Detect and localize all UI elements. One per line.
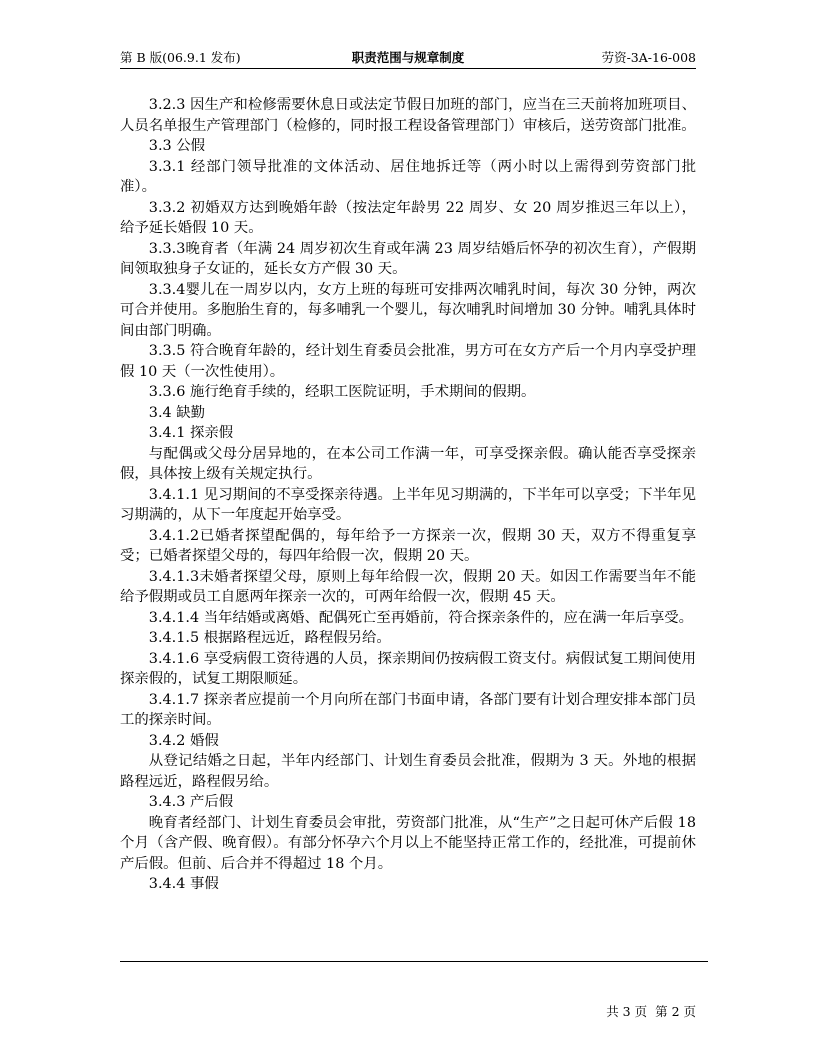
clause-3-4-1-intro: 与配偶或父母分居异地的，在本公司工作满一年，可享受探亲假。确认能否享受探亲假，具体按上级有关规定执行。	[120, 445, 696, 482]
clause-3-4-1-4: 3.4.1.4 当年结婚或离婚、配偶死亡至再婚前，符合探亲条件的，应在满一年后享受。	[148, 609, 694, 626]
header-title: 职责范围与规章制度	[351, 50, 465, 65]
clause-3-3-3: 3.3.3晚育者（年满 24 周岁初次生育或年满 23 周岁结婚后怀孕的初次生育），产假期间领取独身子女证的，延长女方产假 30 天。	[120, 240, 696, 277]
clause-3-3-5: 3.3.5 符合晚育年龄的，经计划生育委员会批准，男方可在女方产后一个月内享受护理假 10 天（一次性使用）。	[120, 343, 696, 380]
clause-heading-3-4-3: 3.4.3 产后假	[148, 794, 234, 810]
clause-3-3-6: 3.3.6 施行绝育手续的，经职工医院证明，手术期间的假期。	[148, 384, 536, 400]
page-header	[120, 48, 696, 69]
clause-3-4-2-body: 从登记结婚之日起，半年内经部门、计划生育委员会批准，假期为 3 天。外地的根据路程远近，路程假另给。	[120, 753, 696, 790]
page-footer	[606, 1004, 696, 1020]
clause-3-4-1-7: 3.4.1.7 探亲者应提前一个月向所在部门书面申请，各部门要有计划合理安排本部门员工的探亲时间。	[120, 691, 696, 728]
clause-3-4-1-1: 3.4.1.1 见习期间的不享受探亲待遇。上半年见习期满的，下半年可以享受；下半年见习期满的，从下一年度起开始享受。	[120, 486, 696, 523]
clause-3-2-3: 3.2.3 因生产和检修需要休息日或法定节假日加班的部门，应当在三天前将加班项目、人员名单报生产管理部门（检修的，同时报工程设备管理部门）审核后，送劳资部门批准。	[120, 97, 696, 134]
section-heading-3-4: 3.4 缺勤	[148, 404, 206, 421]
clause-3-3-4: 3.3.4婴儿在一周岁以内，女方上班的每班可安排两次哺乳时间，每次 30 分钟，两次可合并使用。多胞胎生育的，每多哺乳一个婴儿，每次哺乳时间增加 30 分钟。哺乳具体时间由部门明确。	[120, 281, 696, 339]
clause-3-4-1-3: 3.4.1.3未婚者探望父母，原则上每年给假一次，假期 20 天。如因工作需要当年不能给予假期或员工自愿两年探亲一次的，可两年给假一次，假期 45 天。	[120, 568, 696, 605]
clause-heading-3-4-1: 3.4.1 探亲假	[148, 425, 234, 441]
section-heading-3-3: 3.3 公假	[148, 138, 206, 154]
clause-3-4-1-2: 3.4.1.2已婚者探望配偶的，每年给予一方探亲一次，假期 30 天，双方不得重复享受；已婚者探望父母的，每四年给假一次，假期 20 天。	[120, 527, 696, 564]
clause-3-4-1-5: 3.4.1.5 根据路程远近，路程假另给。	[148, 630, 391, 646]
clause-3-3-1: 3.3.1 经部门领导批准的文体活动、居住地拆迁等（两小时以上需得到劳资部门批准）。	[120, 158, 696, 195]
clause-heading-3-4-4: 3.4.4 事假	[148, 876, 219, 892]
clause-heading-3-4-2: 3.4.2 婚假	[148, 732, 219, 749]
document-body	[120, 95, 696, 895]
current-page: 第 2 页	[655, 1004, 696, 1019]
clause-3-4-1-6: 3.4.1.6 享受病假工资待遇的人员，探亲期间仍按病假工资支付。病假试复工期间使用探亲假的，试复工期限顺延。	[120, 650, 696, 687]
total-pages: 共 3 页	[606, 1004, 648, 1019]
footer-divider	[120, 961, 708, 962]
clause-3-4-3-body: 晚育者经部门、计划生育委员会审批，劳资部门批准，从“生产”之日起可休产后假 18 个月（含产假、晚育假）。有部分怀孕六个月以上不能坚持正常工作的，经批准，可提前休产后假。但前、后合并不得超过 18 个月。	[120, 814, 696, 872]
clause-3-3-2: 3.3.2 初婚双方达到晚婚年龄（按法定年龄男 22 周岁、女 20 周岁推迟三年以上），给予延长婚假 10 天。	[120, 199, 696, 236]
header-version: 第 B 版(06.9.1 发布)	[120, 50, 241, 65]
header-doc-number: 劳资-3A-16-008	[601, 50, 696, 65]
